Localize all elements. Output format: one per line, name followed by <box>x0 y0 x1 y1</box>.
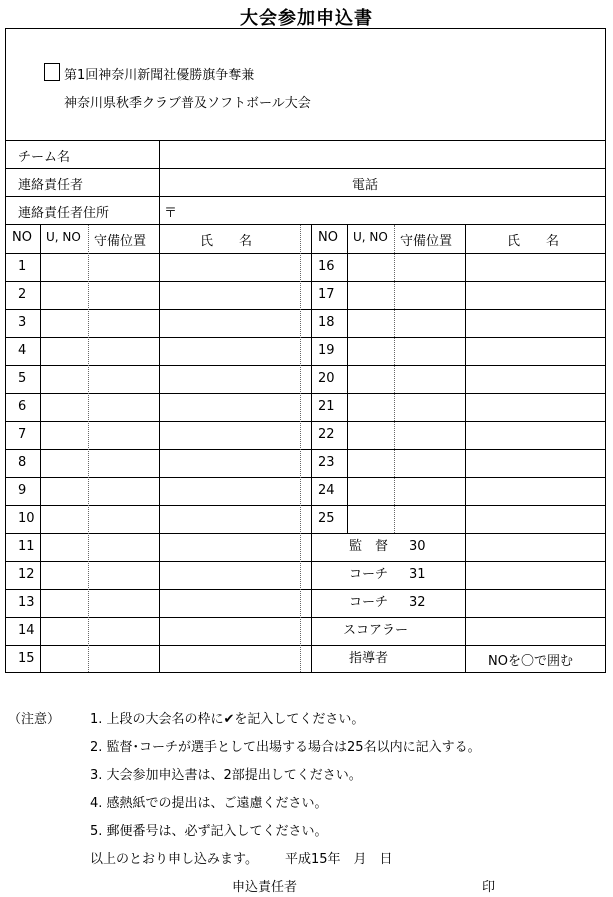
staff-number: 31 <box>409 567 426 582</box>
grid-row-line <box>5 561 605 562</box>
grid-row-line <box>5 393 605 394</box>
grid-row-line <box>5 281 605 282</box>
encircle-note: NOを〇で囲む <box>488 654 573 669</box>
col-line-left-position <box>159 225 160 672</box>
row-number-right: 16 <box>318 259 335 274</box>
row-number-left: 9 <box>18 483 27 498</box>
staff-role: 監 督 <box>349 539 389 554</box>
note-item: 1. 上段の大会名の枠に✔を記入してください。 <box>90 712 365 727</box>
grid-row-line <box>5 309 605 310</box>
grid-row-line <box>5 617 605 618</box>
grid-row-line <box>5 533 605 534</box>
note-item: 5. 郵便番号は、必ず記入してください。 <box>90 824 328 839</box>
phone-field[interactable] <box>385 169 605 196</box>
row-number-right: 17 <box>318 287 335 302</box>
grid-row-line <box>5 645 605 646</box>
staff-number: 30 <box>409 539 426 554</box>
tournament-box-bottom <box>5 140 605 141</box>
grid-row-line <box>5 477 605 478</box>
row-number-right: 23 <box>318 455 335 470</box>
application-form <box>5 28 606 673</box>
row-number-right: 25 <box>318 511 335 526</box>
address-row-bottom <box>5 224 605 225</box>
col-line-left-name <box>300 225 301 672</box>
row-number-left: 2 <box>18 287 27 302</box>
row-number-right: 20 <box>318 371 335 386</box>
tournament-checkbox[interactable] <box>44 63 60 81</box>
note-item: 2. 監督･コーチが選手として出場する場合は25名以内に記入する。 <box>90 740 481 755</box>
header-name-right: 氏 名 <box>507 234 560 249</box>
contact-person-field[interactable] <box>160 169 340 196</box>
note-item: 4. 感熱紙での提出は、ご遠慮ください。 <box>90 796 328 811</box>
row-number-left: 5 <box>18 371 27 386</box>
applicant-label: 申込責任者 <box>232 880 298 895</box>
contact-row-bottom <box>5 196 605 197</box>
row-number-left: 13 <box>18 595 35 610</box>
application-date: 平成15年 月 日 <box>285 852 393 867</box>
col-line-left-uno <box>88 225 89 672</box>
grid-row-line <box>5 589 605 590</box>
staff-number: 32 <box>409 595 426 610</box>
col-line-left-no <box>40 225 41 672</box>
tournament-name-line2: 神奈川県秋季クラブ普及ソフトボール大会 <box>64 96 311 111</box>
staff-role: コーチ <box>349 595 389 610</box>
header-position-left: 守備位置 <box>94 234 147 249</box>
notes-label: （注意） <box>8 712 61 727</box>
row-number-right: 24 <box>318 483 335 498</box>
address-field[interactable] <box>180 197 605 224</box>
info-label-divider <box>159 140 160 224</box>
phone-label: 電話 <box>352 178 379 193</box>
col-line-right-uno <box>394 225 395 533</box>
grid-row-line <box>5 449 605 450</box>
row-number-right: 21 <box>318 399 335 414</box>
seal-mark: 印 <box>482 880 496 895</box>
row-number-left: 8 <box>18 455 27 470</box>
row-number-right: 19 <box>318 343 335 358</box>
row-number-right: 18 <box>318 315 335 330</box>
row-number-left: 15 <box>18 651 35 666</box>
row-number-left: 11 <box>18 539 35 554</box>
grid-row-line <box>5 253 605 254</box>
row-number-left: 14 <box>18 623 35 638</box>
team-name-label: チーム名 <box>18 150 71 165</box>
row-number-left: 12 <box>18 567 35 582</box>
row-number-right: 22 <box>318 427 335 442</box>
staff-role: スコアラー <box>343 623 409 638</box>
grid-row-line <box>5 365 605 366</box>
col-line-right-no <box>347 225 348 533</box>
grid-row-line <box>5 337 605 338</box>
col-line-center <box>311 225 312 672</box>
row-number-left: 4 <box>18 343 27 358</box>
note-item: 3. 大会参加申込書は、2部提出してください。 <box>90 768 362 783</box>
staff-role: 指導者 <box>349 651 389 666</box>
page-title: 大会参加申込書 <box>240 8 373 29</box>
row-number-left: 10 <box>18 511 35 526</box>
team-row-bottom <box>5 168 605 169</box>
postal-mark: 〒 <box>164 206 178 221</box>
row-number-left: 7 <box>18 427 27 442</box>
grid-row-line <box>5 505 605 506</box>
contact-address-label: 連絡責任者住所 <box>18 206 110 221</box>
header-no-left: NO <box>12 230 32 245</box>
row-number-left: 6 <box>18 399 27 414</box>
team-name-field[interactable] <box>160 141 605 168</box>
header-name-left: 氏 名 <box>200 234 253 249</box>
header-uno-left: U, NO <box>46 230 81 244</box>
row-number-left: 3 <box>18 315 27 330</box>
tournament-name-line1: 第1回神奈川新聞社優勝旗争奪兼 <box>64 68 255 83</box>
contact-person-label: 連絡責任者 <box>18 178 84 193</box>
header-uno-right: U, NO <box>353 230 388 244</box>
staff-role: コーチ <box>349 567 389 582</box>
closing-text: 以上のとおり申し込みます。 <box>90 852 258 867</box>
grid-row-line <box>5 421 605 422</box>
row-number-left: 1 <box>18 259 27 274</box>
header-no-right: NO <box>318 230 338 245</box>
header-position-right: 守備位置 <box>400 234 453 249</box>
col-line-right-position <box>465 225 466 672</box>
